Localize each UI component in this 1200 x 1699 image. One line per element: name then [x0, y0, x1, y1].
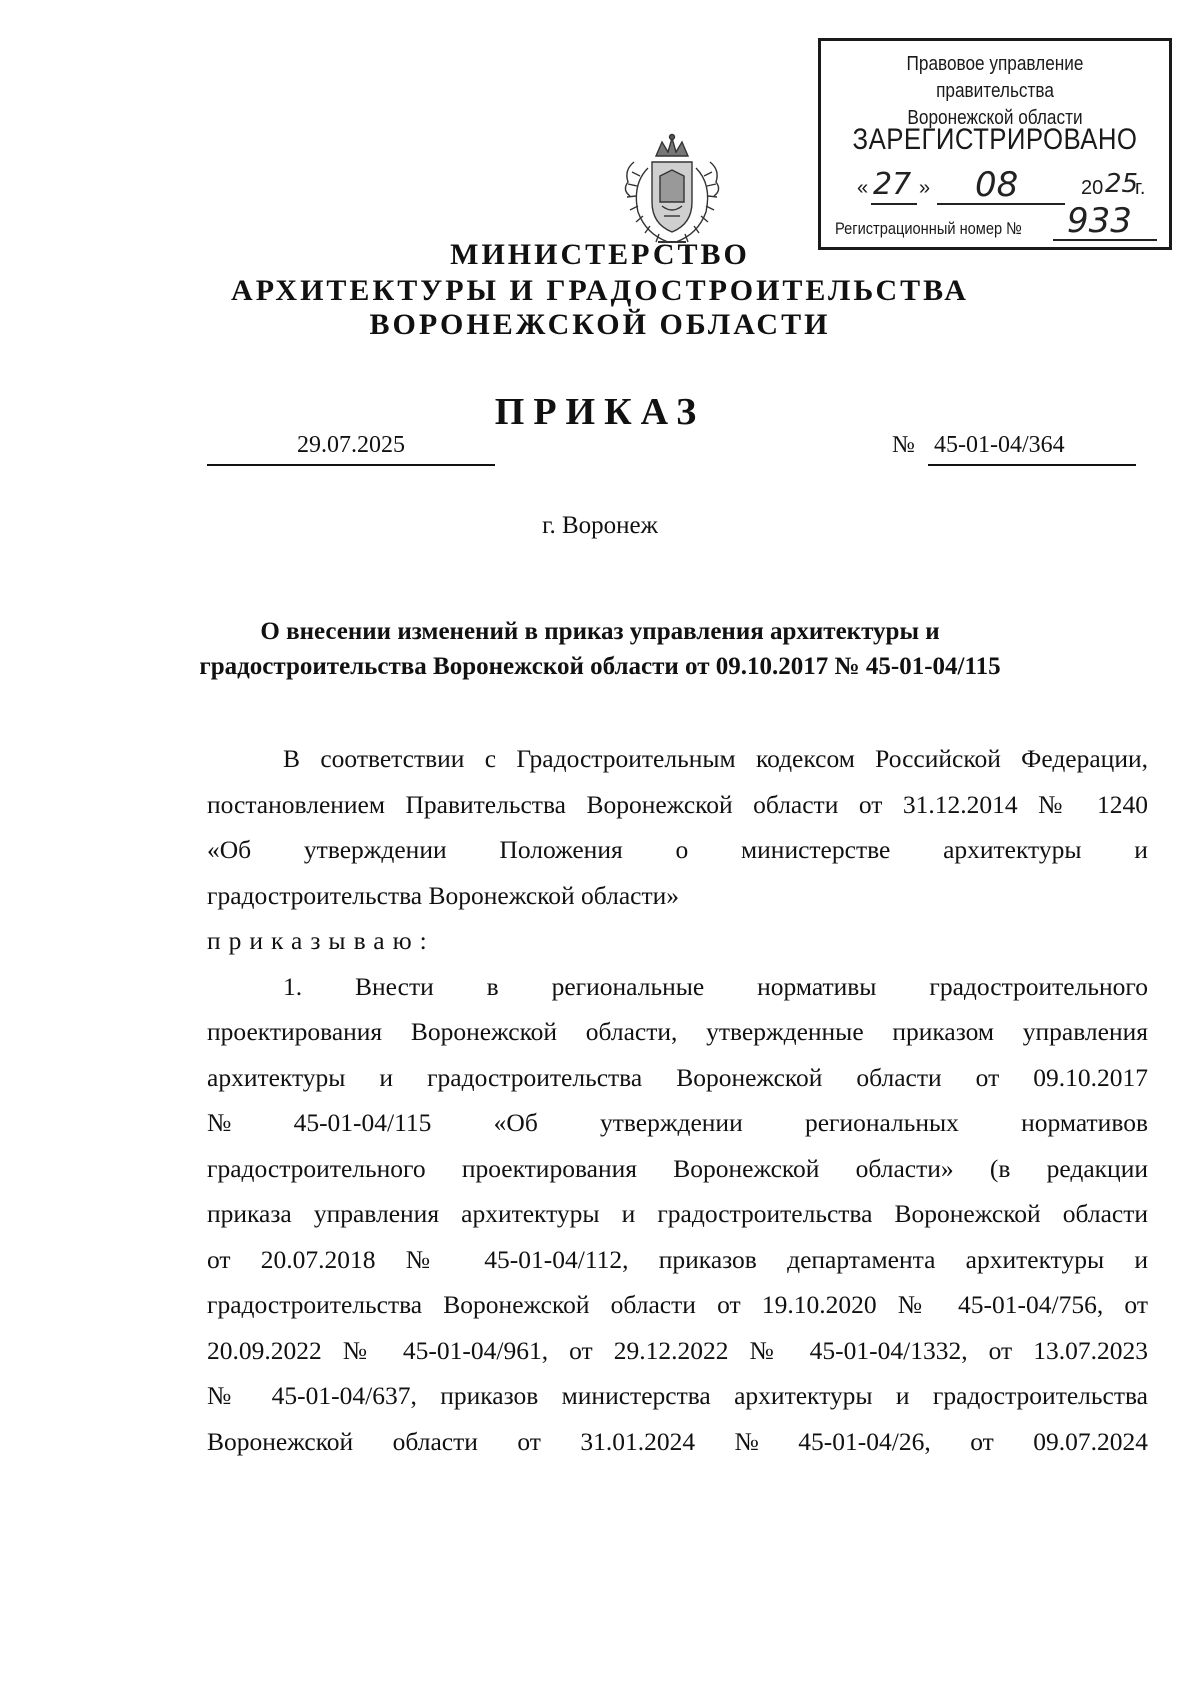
word: от [970, 1426, 994, 1456]
item1-line11 [207, 1419, 1148, 1465]
word: № [207, 1108, 232, 1137]
word: региональных [804, 1108, 959, 1137]
stamp-day: 27 [873, 167, 912, 202]
word: области [392, 1426, 478, 1456]
item1-line7: от 20.07.2018 № 45-01-04/112, приказов департамента архитектуры и [207, 1244, 1148, 1274]
word: от [517, 1426, 541, 1456]
item1-line1 [207, 964, 1148, 1010]
word: в [486, 971, 499, 1001]
stamp-org-line2: Воронежской области [907, 107, 1083, 129]
subject-line2: градостроительства Воронежской области от 09.10.2017 № 45-01-04/115 [199, 653, 1001, 680]
word: 31.01.2024 [580, 1426, 696, 1456]
word: 1. [283, 971, 303, 1001]
preamble-line3 [207, 827, 1148, 873]
stamp-reg-number: 933 [1067, 201, 1132, 241]
preamble-line4: градостроительства Воронежской области» [207, 880, 680, 910]
item1-line10: № 45-01-04/637, приказов министерства архитектуры и градостроительства [207, 1381, 1148, 1410]
city: г. Воронеж [542, 512, 658, 539]
word: и [1134, 835, 1148, 864]
stamp-month: 08 [975, 165, 1019, 205]
ministry-name-line2: АРХИТЕКТУРЫ И ГРАДОСТРОИТЕЛЬСТВА [231, 274, 969, 307]
word: «Об [207, 835, 252, 864]
item1-line3: архитектуры и градостроительства Воронежской области от 09.10.2017 [207, 1062, 1148, 1092]
word: министерстве [741, 835, 891, 864]
word: градостроительного [929, 971, 1148, 1001]
order-subject [160, 614, 1040, 684]
item1-line8: градостроительства Воронежской области от 19.10.2020 № 45-01-04/756, от [207, 1290, 1148, 1319]
word: региональные [551, 971, 705, 1001]
stamp-year-suffix: 25 [1105, 169, 1139, 199]
stamp-date-row [857, 165, 1157, 205]
word: архитектуры [943, 835, 1082, 864]
word: утверждении [303, 835, 447, 864]
coat-of-arms-icon [618, 132, 726, 250]
order-number: 45-01-04/364 [928, 428, 1136, 466]
word: № [734, 1426, 759, 1456]
body-text [207, 736, 1148, 1464]
order-number-label: № [892, 432, 915, 458]
word: 45-01-04/115 [293, 1108, 432, 1137]
stamp-close-quote: » [919, 177, 931, 199]
word: о [675, 835, 689, 864]
word: Воронежской [207, 1426, 354, 1456]
stamp-reg-number-label: Регистрационный номер № [835, 219, 1022, 238]
ministry-name-line3: ВОРОНЕЖСКОЙ ОБЛАСТИ [369, 308, 831, 341]
ministry-name-line1: МИНИСТЕРСТВО [450, 238, 750, 271]
document-type-title: ПРИКАЗ [494, 391, 706, 433]
order-word: приказываю: [207, 926, 435, 955]
preamble-line1: В соответствии с Градостроительным кодексом Российской Федерации, [283, 744, 1148, 773]
stamp-organization [845, 51, 1144, 132]
word: Положения [499, 835, 623, 864]
word: Внести [355, 971, 434, 1001]
item1-line9: 20.09.2022 № 45-01-04/961, от 29.12.2022 № 45-01-04/1332, от 13.07.2023 [207, 1335, 1148, 1365]
stamp-org-line1: Правовое управление правительства [906, 53, 1084, 102]
order-date: 29.07.2025 [207, 428, 495, 466]
subject-line1: О внесении изменений в приказ управления архитектуры и [260, 618, 940, 645]
preamble-line2: постановлением Правительства Воронежской области от 31.12.2014 № 1240 [207, 789, 1148, 819]
word: 45-01-04/26, [798, 1426, 931, 1456]
stamp-registered-label: ЗАРЕГИСТРИРОВАНО [852, 123, 1138, 156]
word: 09.07.2024 [1033, 1426, 1148, 1456]
item1-line4 [207, 1100, 1148, 1146]
word: нормативов [1021, 1108, 1148, 1137]
word: «Об [493, 1108, 538, 1137]
item1-line6: приказа управления архитектуры и градостроительства Воронежской области [207, 1199, 1148, 1228]
stamp-year-prefix: 20 [1081, 177, 1104, 199]
stamp-open-quote: « [857, 177, 869, 199]
word: нормативы [757, 971, 877, 1001]
item1-line2: проектирования Воронежской области, утвержденные приказом управления [207, 1017, 1148, 1046]
stamp-year-unit: г. [1135, 177, 1146, 199]
registration-stamp [818, 38, 1172, 250]
item1-line5: градостроительного проектирования Воронежской области» (в редакции [207, 1153, 1148, 1183]
word: утверждении [600, 1108, 743, 1137]
